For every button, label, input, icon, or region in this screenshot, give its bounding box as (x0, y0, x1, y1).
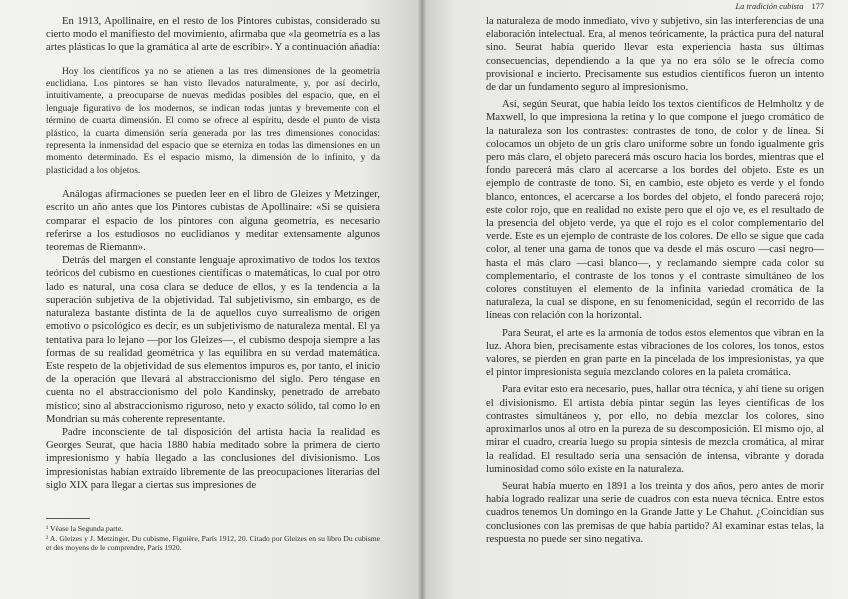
footnotes (46, 524, 380, 553)
running-head-title: La tradición cubista (735, 2, 804, 11)
footnote-rule (46, 518, 90, 519)
paragraph: la naturaleza de modo inmediato, vivo y subjetivo, sin las interferencias de una elaboración intelectual. Era, al menos teóricamente, la práctica pura del natural sino. Seurat había querido llevar esta experiencia hasta sus últimas consecuencias, dependiendo a la que ya no era sólo se le ofrecía como provisional e incierto. Precisamente sus estudios científicos fueron un intento de dar un fundamento seguro al impresionismo. (486, 16, 824, 94)
paragraph: Para evitar esto era necesario, pues, hallar otra técnica, y ahí tiene su origen el divisionismo. El artista debía pintar según las leyes científicas de los contrastes simultáneos y, por ello, no debía mezclar los colores, sino aproximarlos unos al otro en la pureza de su descomposición. El mismo ojo, al mirar el cuadro, crearía luego su propia síntesis de mezcla cromática, al mirar la realidad. El resultado sería una sensación de intensa, vibrante y dorada luminosidad como sólo existe en la naturaleza. (486, 384, 824, 475)
paragraph: Detrás del margen el constante lenguaje aproximativo de todos los textos teóricos del cubismo en cuestiones científicas o matemáticas, lo cual por otro lado es natural, una cosa clara se deduce de ellos, y es la tendencia a la superación subjetiva de la objetividad. Tal subjetivismo, sin embargo, es de naturaleza bastante distinta de la de aquellos cuyo surrealismo de origen emotivo o psicológico es decir, es un subjetivismo de naturaleza mental. El ya tentativa para lo lejano —por los Gleizes—, el cubismo despoja siempre a las formas de su realidad geométrica y las equilibra en su verdad matemática. Este respeto de la objetividad de sus elementos impuros es, por tanto, el inicio de la operación que llevará al abstraccionismo del siglo. Pero téngase en cuenta no el abstraccionismo del polo Kandinsky, penetrado de arrebato místico; sino al abstraccionismo riguroso, neto y exacto sólido, tal como lo en Mondrian su más coherente representante. (46, 255, 380, 425)
paragraph: Así, según Seurat, que había leído los textos científicos de Helmholtz y de Maxwell, lo que impresiona la retina y lo que compone el juego cromático de la naturaleza son los contrastes: contrastes de tono, de color y de línea. Si colocamos un objeto de un gris claro uniforme sobre un fondo igualmente gris pero más claro, el objeto parecerá más oscuro hacia los bordes, mientras que el fondo parecerá más claro al acercarse a los bordes del objeto. Este es un ejemplo de contraste de tono. Si, en cambio, este objeto es verde y el fondo blanco, entonces, el acercarse a los bordes del objeto, el fondo parecerá rojo; este color rojo, que en realidad no existe pero que el ojo ve, es el resultado de la presencia del objeto verde, ya que el rojo es el color complementario del verde. Este es un ejemplo de contraste de los colores. De ello se sigue que cada color, al tener una gama de tonos que va desde el más oscuro —casi negro— hasta el más claro —casi blanco—, y reclamando siempre cada color su complementario, el contraste de los tonos y el contraste simultáneo de los colores constituyen el elemento de la infinita variedad cromática de la naturaleza, la cual se dispone, en su fenomenicidad, según el recorrido de las líneas con relación con la horizontal. (486, 99, 824, 322)
footnote: ² A. Gleizes y J. Metzinger, Du cubisme, Figuière, París 1912, 20. Citado por Gleizes en su libro Du cubisme et des moyens de le comprendre, París 1920. (46, 533, 380, 553)
page-number: 177 (811, 2, 824, 11)
book-gutter (417, 0, 427, 599)
left-page (0, 0, 422, 599)
paragraph: En 1913, Apollinaire, en el resto de los Pintores cubistas, considerado su cierto modo el manifiesto del movimiento, afirmaba que «la geometría es a las artes plásticas lo que la gramática al arte de escribir». Y a continuación añadía: (46, 16, 380, 54)
paragraph: Análogas afirmaciones se pueden leer en el libro de Gleizes y Metzinger, escrito un año antes que los Pintores cubistas de Apollinaire: «Si se quisiera comparar el espacio de los pintores con alguna geometría, es necesario referirse a los estudiosos no euclidianos y meditar extensamente algunos teoremas de Riemann». (46, 189, 380, 254)
paragraph: Para Seurat, el arte es la armonía de todos estos elementos que vibran en la luz. Ahora bien, precisamente estas vibraciones de los colores, los tonos, estos valores, se pierden en gran parte en la pincelada de los impresionistas, ya que el pintor impresionista seguía mezclando colores en la paleta cromática. (486, 327, 824, 379)
footnote: ¹ Véase la Segunda parte. (46, 524, 123, 533)
running-head (486, 2, 824, 12)
right-page (422, 0, 848, 599)
right-page-body (486, 15, 824, 546)
block-quote: Hoy los científicos ya no se atienen a las tres dimensiones de la geometría euclidiana. Los pintores se han visto llevados naturalmente, y, por así decirlo, intuitivamente, a preocuparse de nuevas medidas posibles del espacio, que, en el lenguaje figurativo de los modernos, se indican todas juntas y brevemente con el término de cuarta dimensión. El como se ofrece al espíritu, desde el punto de vista plástico, la cuarta dimensión sería generada por las tres dimensiones conocidas: representa la inmensidad del espacio que se eterniza en todas las dimensiones en un momento determinado. Es el espacio mismo, la dimensión de lo infinito, y da plasticidad a los objetos. (46, 65, 380, 176)
paragraph: Padre inconsciente de tal disposición del artista hacia la realidad es Georges Seurat, que hacia 1880 había meditado sobre la primera de cierto impresionismo y había llegado a las conclusiones del divisionismo. Los impresionistas habían extraído libremente de las preocupaciones literarias del siglo XIX para llegar a ciertas sus impresiones de (46, 426, 380, 491)
left-page-body (46, 15, 380, 492)
paragraph: Seurat había muerto en 1891 a los treinta y dos años, pero antes de morir había logrado realizar una serie de cuadros con esta nueva técnica. Entre estos cuadros tenemos Un domingo en la Grande Jatte y Le Chahut. ¿Coincidían sus conclusiones con las premisas de que había partido? Al examinar estas telas, la respuesta no puede ser sino negativa. (486, 480, 824, 545)
